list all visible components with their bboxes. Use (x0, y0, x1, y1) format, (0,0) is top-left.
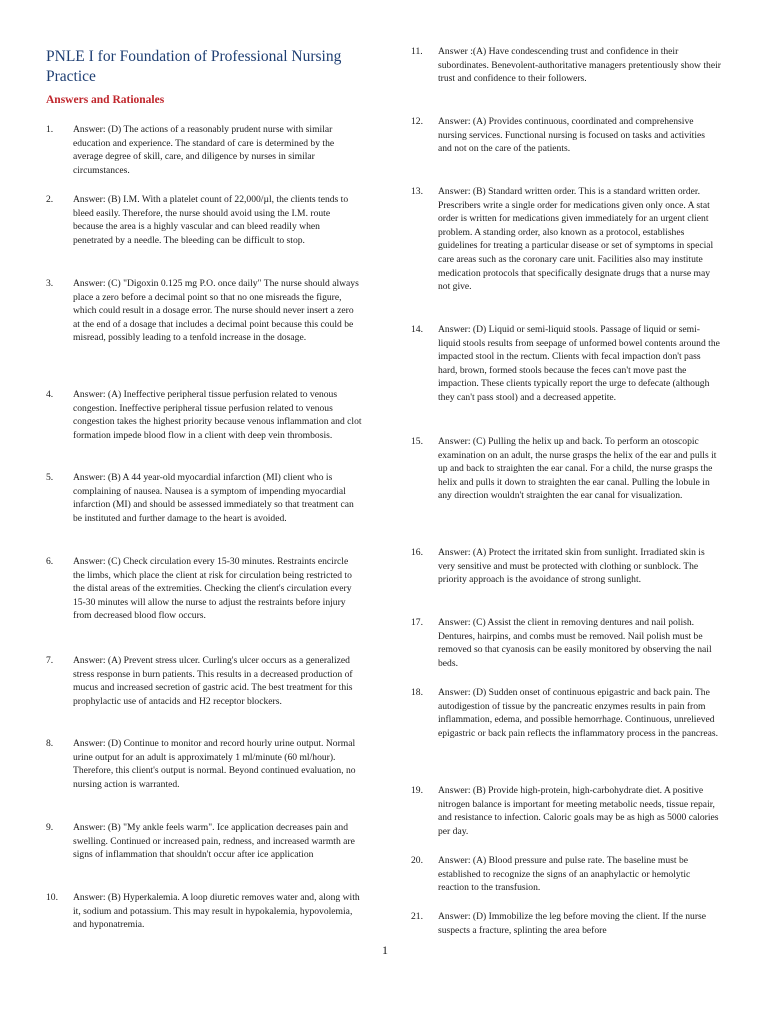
document-title: PNLE I for Foundation of Professional Nursing Practice (46, 48, 342, 85)
answer-number: 2. (46, 194, 54, 205)
answer-item (411, 435, 721, 503)
answer-rationale: Answer: (A) Ineffective peripheral tissue perfusion related to venous congestion. Ineffective peripheral tissue perfusion related to venous congestion takes the highest priority because venous inflammation and clot formation impede blood flow in a client with deep vein thrombosis. (73, 389, 362, 441)
answer-rationale: Answer: (B) Provide high-protein, high-carbohydrate diet. A positive nitrogen balance is important for meeting metabolic needs, tissue repair, and resistance to infection. Caloric goals may be as high as 5000 calories per day. (438, 785, 719, 837)
answer-number: 5. (46, 472, 54, 483)
answer-number: 9. (46, 822, 54, 833)
answer-item (411, 616, 721, 670)
answer-number: 14. (411, 324, 423, 335)
answer-number: 21. (411, 911, 423, 922)
answer-rationale: Answer: (D) Liquid or semi-liquid stools. Passage of liquid or semi-liquid stools results from seepage of unformed bowel contents around the impacted stool in the rectum. Clients with fecal impaction don't pass hard, brown, formed stools because the feces can't move past the impaction. These clients typically report the urge to defecate (although they can't pass stool) and a decreased appetite. (438, 324, 720, 403)
answer-item (46, 654, 362, 708)
answer-item (411, 686, 721, 740)
answer-item (46, 277, 362, 345)
answer-number: 8. (46, 738, 54, 749)
answer-number: 3. (46, 278, 54, 289)
answer-number: 12. (411, 116, 423, 127)
answer-item (46, 123, 362, 177)
answer-rationale: Answer: (B) Standard written order. This is a standard written order. Prescribers write a single order for medications given only once. A stat order is written for medications given immediately for an urgent client problem. A standing order, also known as a protocol, establishes guidelines for treating a particular disease or set of symptoms in special care areas such as the coronary care unit. Facilities also may institute medication protocols that specifically designate drugs that a nurse may not give. (438, 186, 714, 293)
answer-rationale: Answer: (D) Sudden onset of continuous epigastric and back pain. The autodigestion of tissue by the pancreatic enzymes results in pain from inflammation, edema, and possible hemorrhage. Continuous, unrelieved epigastric or back pain reflects the inflammatory process in the pancreas. (438, 687, 718, 739)
answer-item (46, 555, 362, 623)
answer-rationale: Answer: (D) Continue to monitor and record hourly urine output. Normal urine output for an adult is approximately 1 ml/minute (60 ml/hour). Therefore, this client's output is normal. Beyond continued evaluation, no nursing action is warranted. (73, 738, 356, 790)
answer-number: 10. (46, 892, 58, 903)
answer-item (411, 854, 721, 895)
answer-rationale: Answer: (C) Assist the client in removing dentures and nail polish. Dentures, hairpins, and combs must be removed. Nail polish must be removed so that cyanosis can be easily monitored by observing the nail beds. (438, 617, 712, 669)
answer-rationale: Answer: (A) Provides continuous, coordinated and comprehensive nursing services. Functional nursing is focused on tasks and activities and not on the care of the patients. (438, 116, 705, 155)
section-heading: Answers and Rationales (46, 94, 165, 106)
answer-item (411, 185, 721, 294)
answer-item (46, 737, 362, 791)
answer-number: 13. (411, 186, 423, 197)
answer-rationale: Answer: (D) The actions of a reasonably prudent nurse with similar education and experience. The standard of care is determined by the average degree of skill, care, and diligence by nurses in similar circumstances. (73, 124, 335, 176)
answer-number: 4. (46, 389, 54, 400)
answer-rationale: Answer: (C) Check circulation every 15-30 minutes. Restraints encircle the limbs, which place the client at risk for circulation being restricted to the distal areas of the extremities. Checking the client's circulation every 15-30 minutes will allow the nurse to adjust the restraints before injury from decreased blood flow occurs. (73, 556, 352, 622)
answer-item (411, 910, 721, 937)
answer-number: 18. (411, 687, 423, 698)
answer-number: 17. (411, 617, 423, 628)
answer-item (46, 471, 362, 525)
answer-rationale: Answer: (C) Pulling the helix up and back. To perform an otoscopic examination on an adult, the nurse grasps the helix of the ear and pulls it up and back to straighten the ear canal. For a child, the nurse grasps the helix and pulls it down to straighten the ear canal. Pulling the lobule in any direction wouldn't straighten the ear canal for visualization. (438, 436, 717, 502)
answer-rationale: Answer: (D) Immobilize the leg before moving the client. If the nurse suspects a fracture, splinting the area before (438, 911, 707, 936)
answer-rationale: Answer :(A) Have condescending trust and confidence in their subordinates. Benevolent-authoritative managers pretentiously show their trust and confidence to their followers. (438, 46, 721, 85)
answer-item (46, 193, 362, 247)
answer-item (411, 784, 721, 838)
answer-rationale: Answer: (A) Blood pressure and pulse rate. The baseline must be established to recognize the signs of an anaphylactic or hemolytic reaction to the transfusion. (438, 855, 691, 894)
answer-number: 15. (411, 436, 423, 447)
answer-number: 16. (411, 547, 423, 558)
answer-rationale: Answer: (C) "Digoxin 0.125 mg P.O. once daily" The nurse should always place a zero before a decimal point so that no one misreads the figure, which could result in a dosage error. The nurse should never insert a zero at the end of a dosage that includes a decimal point because this could be misread, possibly leading to a tenfold increase in the dosage. (73, 278, 359, 344)
answer-rationale: Answer: (A) Prevent stress ulcer. Curling's ulcer occurs as a generalized stress response in burn patients. This results in a decreased production of mucus and increased secretion of gastric acid. The best treatment for this prophylactic use of antacids and H2 receptor blockers. (73, 655, 353, 707)
answer-number: 20. (411, 855, 423, 866)
answer-rationale: Answer: (B) I.M. With a platelet count of 22,000/µl, the clients tends to bleed easily. Therefore, the nurse should avoid using the I.M. route because the area is a highly vascular and can bleed readily when penetrated by a needle. The bleeding can be difficult to stop. (73, 194, 349, 246)
answer-rationale: Answer: (B) A 44 year-old myocardial infarction (MI) client who is complaining of nausea. Nausea is a symptom of impending myocardial infarction (MI) and should be assessed immediately so that treatment can be instituted and further damage to the heart is avoided. (73, 472, 354, 524)
page-number: 1 (382, 943, 388, 957)
answer-rationale: Answer: (A) Protect the irritated skin from sunlight. Irradiated skin is very sensitive and must be protected with clothing or sunblock. The priority approach is the avoidance of strong sunlight. (438, 547, 705, 586)
answer-item (411, 115, 721, 156)
answer-item (46, 821, 362, 862)
answer-number: 7. (46, 655, 54, 666)
answer-item (411, 45, 721, 86)
answer-item (411, 546, 721, 587)
answer-rationale: Answer: (B) "My ankle feels warm". Ice application decreases pain and swelling. Continued or increased pain, redness, and increased warmth are signs of inflammation that shouldn't occur after ice application (73, 822, 355, 861)
answer-item (411, 323, 721, 405)
answer-rationale: Answer: (B) Hyperkalemia. A loop diuretic removes water and, along with it, sodium and potassium. This may result in hypokalemia, hypovolemia, and hyponatremia. (73, 892, 360, 931)
answer-item (46, 388, 362, 442)
answer-number: 19. (411, 785, 423, 796)
answer-item (46, 891, 362, 932)
answer-number: 6. (46, 556, 54, 567)
answer-number: 1. (46, 124, 54, 135)
answer-number: 11. (411, 46, 423, 57)
